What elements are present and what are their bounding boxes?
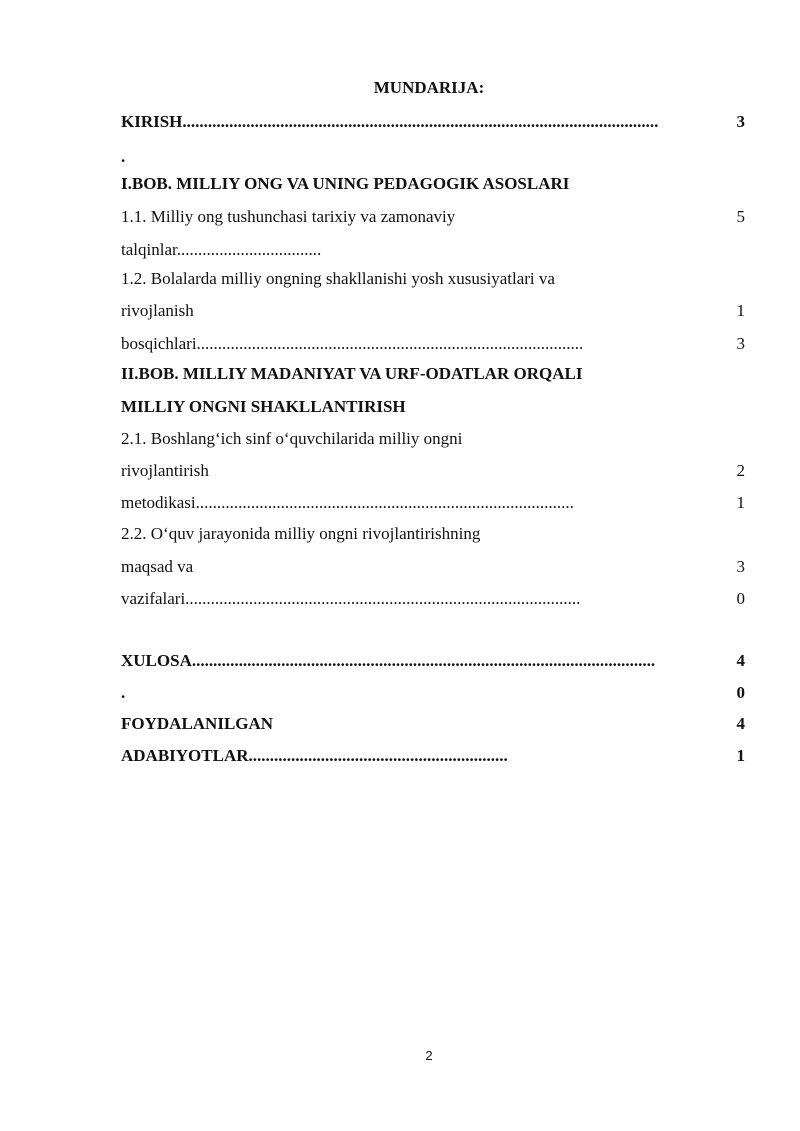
toc-entry-text: XULOSA............................................................................................................. [121, 651, 656, 670]
toc-entry-page-number: 2 [736, 461, 745, 480]
toc-entry-page-number: 0 [736, 683, 745, 702]
toc-entry-page-number: 1 [736, 746, 745, 765]
toc-entry-text: . [121, 147, 126, 166]
toc-entry-text: maqsad va [121, 557, 194, 576]
toc-entry-page-number: 0 [736, 589, 745, 608]
toc-entry-page-number: 3 [736, 557, 745, 576]
toc-entry-page-number: 5 [736, 207, 745, 226]
toc-entry-page-number: 1 [736, 301, 745, 320]
toc-entry-text: rivojlanish [121, 301, 194, 320]
toc-entry-text: 2.1. Boshlang‘ich sinf o‘quvchilarida milliy ongni [121, 429, 463, 448]
toc-entry-page-number: 3 [736, 112, 745, 131]
toc-entry-text: KIRISH................................................................................................................ [121, 112, 659, 131]
toc-entry-text: MILLIY ONGNI SHAKLLANTIRISH [121, 397, 406, 416]
toc-entry-text: ADABIYOTLAR............................................................. [121, 746, 508, 765]
toc-entry-text: 1.1. Milliy ong tushunchasi tarixiy va zamonaviy [121, 207, 456, 226]
toc-entry-text: bosqichlari........................................................................................... [121, 334, 584, 353]
toc-entry-text: talqinlar.................................. [121, 240, 322, 259]
toc-entry-text: metodikasi......................................................................................... [121, 493, 574, 512]
toc-entry-text: FOYDALANILGAN [121, 714, 274, 733]
footer-page-number: 2 [425, 1048, 433, 1063]
toc-entry-text: rivojlantirish [121, 461, 209, 480]
toc-entry-text: II.BOB. MILLIY MADANIYAT VA URF-ODATLAR ORQALI [121, 364, 583, 383]
toc-entry-text: 1.2. Bolalarda milliy ongning shakllanishi yosh xususiyatlari va [121, 269, 555, 288]
toc-entry-page-number: 4 [736, 651, 745, 670]
toc-entry-page-number: 3 [736, 334, 745, 353]
toc-entry-text: vazifalari............................................................................................. [121, 589, 581, 608]
toc-entry-text: I.BOB. MILLIY ONG VA UNING PEDAGOGIK ASOSLARI [121, 174, 570, 193]
page-title: MUNDARIJA: [373, 78, 485, 97]
toc-entry-text: 2.2. O‘quv jarayonida milliy ongni rivojlantirishning [121, 524, 481, 543]
toc-entry-page-number: 4 [736, 714, 745, 733]
toc-entry-page-number: 1 [736, 493, 745, 512]
toc-entry-text: . [121, 683, 126, 702]
